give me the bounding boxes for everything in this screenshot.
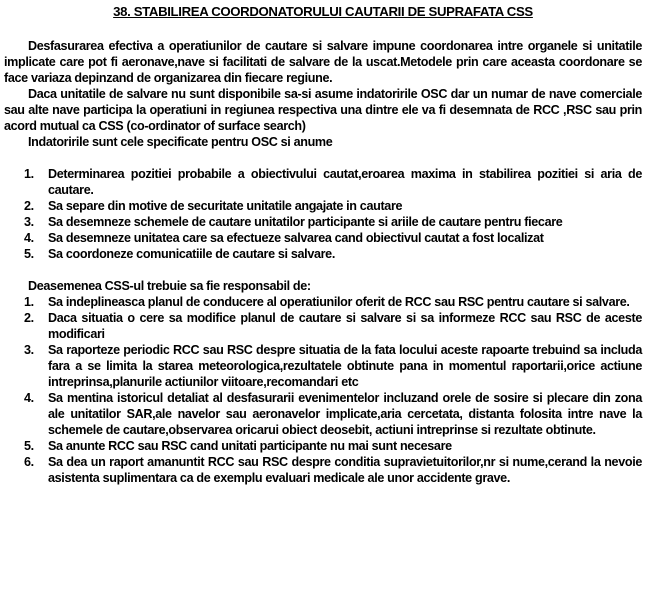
list-item-text: Sa indeplineasca planul de conducere al operatiunilor oferit de RCC sau RSC pentru cautare si salvare.: [48, 295, 630, 309]
list-item-number: 4.: [24, 231, 34, 245]
page-title: 38. STABILIREA COORDONATORULUI CAUTARII DE SUPRAFATA CSS: [113, 4, 533, 19]
list-item: [4, 246, 642, 262]
paragraph-css-designation: Daca unitatile de salvare nu sunt disponibile sa-si asume indatoririle OSC dar un numar de nave comerciale sau alte nave participa la operatiuni in regiunea respectiva una dintre ele va fi desemnata de RCC ,RSC sau prin acord mutual ca CSS (co-ordinator of surface search): [4, 87, 642, 133]
list-item-text: Sa raporteze periodic RCC sau RSC despre situatia de la fata locului aceste rapoarte trebuind sa includa fara a se limita la starea meteorologica,rezultatele obtinute pana in momentul raportarii,orice actiune intreprinsa,planurile actiunilor viitoare,recomandari etc: [48, 343, 642, 389]
responsibilities-intro: Deasemenea CSS-ul trebuie sa fie responsabil de:: [28, 279, 311, 293]
list-item: [4, 230, 642, 246]
list-item-number: 1.: [24, 167, 34, 181]
duties-list: [4, 166, 642, 262]
list-item-number: 3.: [24, 343, 34, 357]
responsibilities-list: [4, 294, 642, 486]
list-item-text: Sa mentina istoricul detaliat al desfasurarii evenimentelor incluzand orele de sosire si plecare din zona ale unitatilor SAR,ale navelor sau aeronavelor implicate,aria cercetata, distanta folosita intre nave la schemele de cautare,observarea oricarui obiect deosebit, actiuni intreprinse si rezultate obtinute.: [48, 391, 642, 437]
list-item: [4, 310, 642, 342]
paragraph-duties-intro: Indatoririle sunt cele specificate pentru OSC si anume: [28, 135, 333, 149]
list-item-number: 1.: [24, 295, 34, 309]
list-item-text: Sa anunte RCC sau RSC cand unitati participante nu mai sunt necesare: [48, 439, 452, 453]
list-item: [4, 294, 642, 310]
list-item-text: Sa desemneze unitatea care sa efectueze salvarea cand obiectivul cautat a fost localizat: [48, 231, 544, 245]
list-item: [4, 390, 642, 438]
list-item: [4, 166, 642, 198]
list-item-number: 2.: [24, 311, 34, 325]
list-item: [4, 438, 642, 454]
paragraph-coordination: Desfasurarea efectiva a operatiunilor de cautare si salvare impune coordonarea intre organele si unitatile implicate care pot fi aeronave,nave si facilitati de salvare de la uscat.Metodele prin care aceasta coordonare se face variaza depinzand de organizarea din fiecare regiune.: [4, 39, 642, 85]
list-item-number: 5.: [24, 439, 34, 453]
list-item: [4, 342, 642, 390]
spacer: [4, 262, 642, 278]
list-item-text: Sa coordoneze comunicatiile de cautare si salvare.: [48, 247, 335, 261]
list-item-number: 6.: [24, 455, 34, 469]
list-item-text: Determinarea pozitiei probabile a obiectivului cautat,eroarea maxima in stabilirea pozitiei si aria de cautare.: [48, 167, 642, 197]
list-item-text: Sa dea un raport amanuntit RCC sau RSC despre conditia supravietuitorilor,nr si nume,cerand la nevoie asistenta suplimentara ca de exemplu evaluari medicale ale unor accidente grave.: [48, 455, 642, 485]
list-item-number: 4.: [24, 391, 34, 405]
spacer: [4, 150, 642, 166]
list-item-text: Sa desemneze schemele de cautare unitatilor participante si ariile de cautare pentru fiecare: [48, 215, 563, 229]
list-item: [4, 454, 642, 486]
list-item-number: 2.: [24, 199, 34, 213]
list-item: [4, 198, 642, 214]
list-item-number: 3.: [24, 215, 34, 229]
list-item-number: 5.: [24, 247, 34, 261]
list-item-text: Daca situatia o cere sa modifice planul de cautare si salvare si sa informeze RCC sau RSC de aceste modificari: [48, 311, 642, 341]
list-item: [4, 214, 642, 230]
list-item-text: Sa separe din motive de securitate unitatile angajate in cautare: [48, 199, 403, 213]
